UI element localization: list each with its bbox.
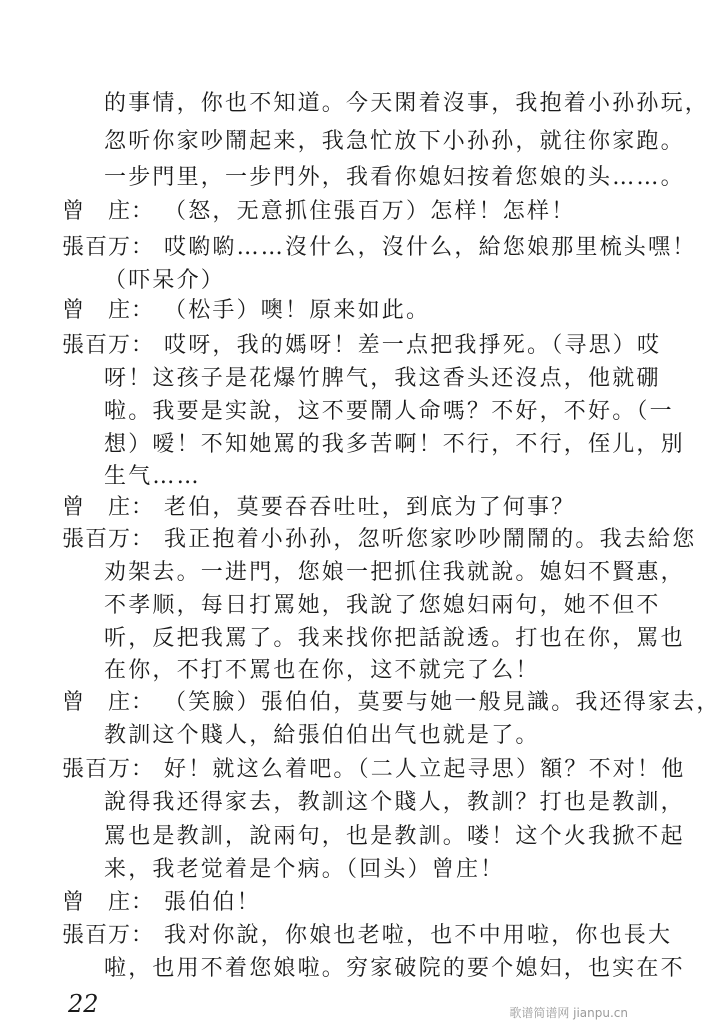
text-line-23: 罵也是教訓，說兩句，也是教訓。喽！这个火我掀不起	[104, 824, 685, 849]
text-line-14: 我正抱着小孙孙，忽听您家吵吵鬧鬧的。我去給您	[164, 527, 697, 552]
watermark-text: 歌谱简谱网 jianpu.cn	[509, 1006, 628, 1020]
text-line-6: （吓呆介）	[104, 268, 226, 293]
text-line-5: 哎喲喲……沒什么，沒什么，給您娘那里梳头嘿！	[164, 235, 697, 260]
text-line-10: 啦。我要是实說，这不要鬧人命嗎？不好，不好。（一	[104, 399, 674, 424]
text-line-16: 不孝顺，每日打罵她，我說了您媳妇兩句，她不但不	[104, 593, 661, 618]
speaker-label: 張百万：	[62, 333, 155, 358]
text-line-24: 来，我老觉着是个病。（回头）曾庄！	[104, 857, 505, 882]
text-line-19: （笑臉）張伯伯，莫要与她一般見識。我还得家去，	[164, 690, 721, 715]
speaker-label: 曾 庄：	[62, 890, 155, 915]
page-number: 22	[68, 990, 99, 1018]
text-line-3: 一步門里，一步門外，我看你媳妇按着您娘的头……。	[104, 165, 685, 190]
text-line-26: 我对你說，你娘也老啦，也不中用啦，你也長大	[164, 923, 673, 948]
text-line-8: 哎呀，我的媽呀！差一点把我掙死。（寻思）哎	[164, 333, 662, 358]
text-line-7: （松手）噢！原来如此。	[164, 298, 431, 323]
text-line-22: 說得我还得家去，教訓这个賤人，教訓？打也是教訓，	[104, 790, 685, 815]
speaker-label: 曾 庄：	[62, 298, 155, 323]
text-line-2: 忽听你家吵鬧起来，我急忙放下小孙孙，就往你家跑。	[104, 129, 685, 154]
text-line-21: 好！就这么着吧。（二人立起寻思）額？不对！他	[164, 757, 686, 782]
speaker-label: 曾 庄：	[62, 495, 155, 520]
text-line-15: 劝架去。一进門，您娘一把抓住我就說。媳妇不賢惠，	[104, 560, 685, 585]
text-line-27: 啦，也用不着您娘啦。穷家破院的要个媳妇，也实在不	[104, 956, 685, 981]
text-line-4: （怒，无意抓住張百万）怎样！怎样！	[164, 199, 576, 224]
text-line-12: 生气……	[104, 464, 201, 489]
text-line-25: 張伯伯！	[164, 890, 261, 915]
text-line-9: 呀！这孩子是花爆竹脾气，我这香头还沒点，他就硼	[104, 366, 661, 391]
text-line-13: 老伯，莫要吞吞吐吐，到底为了何事？	[164, 495, 576, 520]
speaker-label: 張百万：	[62, 923, 155, 948]
speaker-label: 曾 庄：	[62, 690, 155, 715]
speaker-label: 張百万：	[62, 527, 155, 552]
speaker-label: 曾 庄：	[62, 199, 155, 224]
text-line-17: 听，反把我罵了。我来找你把話說透。打也在你，罵也	[104, 626, 685, 651]
text-line-1: 的事情，你也不知道。今天閑着沒事，我抱着小孙孙玩，	[104, 91, 710, 116]
text-line-20: 教訓这个賤人，給張伯伯出气也就是了。	[104, 723, 540, 748]
text-line-18: 在你，不打不罵也在你，这不就完了么！	[104, 658, 540, 683]
speaker-label: 張百万：	[62, 235, 155, 260]
speaker-label: 張百万：	[62, 757, 155, 782]
text-line-11: 想）嗳！不知她罵的我多苦啊！不行，不行，侄儿，別	[104, 432, 685, 457]
